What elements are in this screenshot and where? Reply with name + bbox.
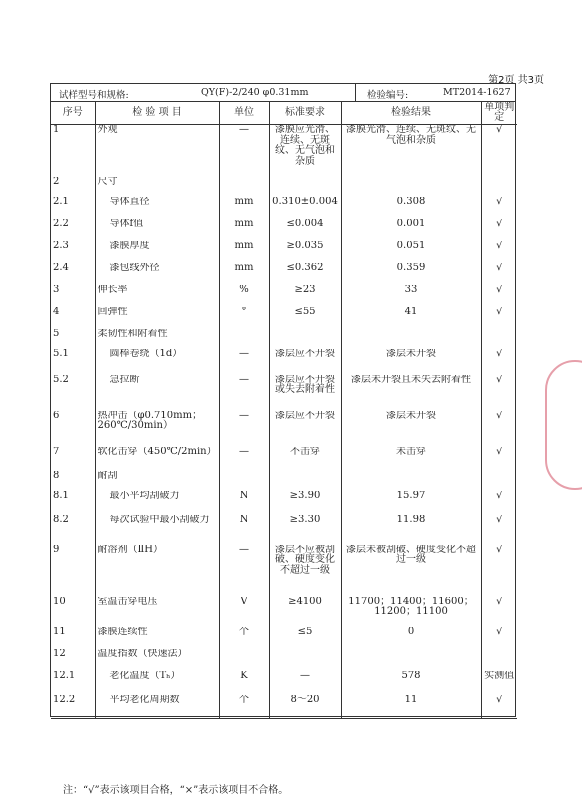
- row-unit: N: [219, 491, 269, 515]
- row-item: 温度指数（快速法）: [95, 649, 219, 671]
- table-row: [51, 177, 517, 197]
- row-item: 尺寸: [95, 177, 219, 197]
- table-row: [51, 471, 517, 491]
- row-item: 漆膜厚度: [95, 241, 219, 263]
- row-result: 11: [341, 695, 481, 719]
- table-row: [51, 515, 517, 545]
- row-result: 0.001: [341, 219, 481, 241]
- row-judgement: √: [481, 597, 517, 627]
- row-seq: 9: [53, 544, 60, 555]
- header-requirement: 标准要求: [269, 102, 341, 125]
- row-unit: mm: [219, 219, 269, 241]
- row-result: 11.98: [341, 515, 481, 545]
- row-result: 漆层未开裂: [341, 349, 481, 375]
- row-requirement: [269, 471, 341, 491]
- row-seq: 2.4: [53, 262, 69, 273]
- row-requirement: 漆层应不开裂或失去附着性: [269, 375, 341, 411]
- model-value: QY(F)-2/240 φ0.31mm: [201, 87, 309, 98]
- table-row: [51, 695, 517, 719]
- row-judgement: √: [481, 491, 517, 515]
- row-result: 未击穿: [341, 447, 481, 471]
- row-unit: K: [219, 671, 269, 695]
- table-row: [51, 597, 517, 627]
- row-result: 0.359: [341, 263, 481, 285]
- row-requirement: ≥0.035: [269, 241, 341, 263]
- row-seq: 3: [53, 284, 60, 295]
- header-unit: 单位: [219, 102, 269, 125]
- row-requirement: ≤0.362: [269, 263, 341, 285]
- row-unit: [219, 649, 269, 671]
- row-unit: °: [219, 307, 269, 329]
- row-result: 漆层未被刮破、硬度变化不超过一级: [341, 545, 481, 597]
- row-seq: 7: [53, 446, 60, 457]
- row-seq: 2: [53, 176, 60, 187]
- row-judgement: [481, 471, 517, 491]
- row-result: 33: [341, 285, 481, 307]
- table-row: [51, 329, 517, 349]
- row-requirement: 漆膜应光滑、连续、无斑纹、无气泡和杂质: [269, 125, 341, 177]
- row-result: [341, 649, 481, 671]
- row-judgement: √: [481, 695, 517, 719]
- model-label: 试样型号和规格:: [59, 90, 129, 101]
- table-row: [51, 491, 517, 515]
- row-judgement: 实测值: [481, 671, 517, 695]
- row-seq: 10: [53, 596, 66, 607]
- row-seq: 8.1: [53, 490, 69, 501]
- row-seq: 1: [53, 124, 60, 135]
- row-judgement: √: [481, 219, 517, 241]
- row-seq: 2.3: [53, 240, 69, 251]
- row-requirement: ≥4100: [269, 597, 341, 627]
- row-requirement: ≤5: [269, 627, 341, 649]
- row-item: 外观: [95, 125, 219, 177]
- row-seq: 8.2: [53, 514, 69, 525]
- row-requirement: 漆层不应被刮破、硬度变化不超过一级: [269, 545, 341, 597]
- row-result: 578: [341, 671, 481, 695]
- row-seq: 11: [53, 626, 66, 637]
- table-row: [51, 627, 517, 649]
- row-unit: V: [219, 597, 269, 627]
- row-requirement: [269, 649, 341, 671]
- row-unit: %: [219, 285, 269, 307]
- row-unit: —: [219, 545, 269, 597]
- row-requirement: ≤0.004: [269, 219, 341, 241]
- row-judgement: √: [481, 197, 517, 219]
- row-item: 最小平均刮破力: [95, 491, 219, 515]
- row-item: 耐溶剂（ⅡH）: [95, 545, 219, 597]
- footnote: 注：“√”表示该项目合格，“×”表示该项目不合格。: [63, 785, 289, 796]
- row-item: 老化温度（Tₕ）: [95, 671, 219, 695]
- table-row: [51, 375, 517, 411]
- row-requirement: 不击穿: [269, 447, 341, 471]
- header-judgement: 单项判定: [481, 102, 517, 125]
- row-judgement: √: [481, 545, 517, 597]
- row-item: 软化击穿（450℃/2min）: [95, 447, 219, 471]
- table-row: [51, 285, 517, 307]
- row-result: 漆膜光滑、连续、无斑纹、无气泡和杂质: [341, 125, 481, 177]
- row-item: 平均老化周期数: [95, 695, 219, 719]
- table-row: [51, 307, 517, 329]
- row-unit: mm: [219, 241, 269, 263]
- row-unit: —: [219, 349, 269, 375]
- row-unit: 个: [219, 627, 269, 649]
- table-row: [51, 241, 517, 263]
- row-seq: 2.1: [53, 196, 69, 207]
- row-seq: 6: [53, 410, 60, 421]
- row-unit: —: [219, 375, 269, 411]
- table-row: [51, 197, 517, 219]
- row-result: [341, 329, 481, 349]
- row-seq: 5: [53, 328, 60, 339]
- row-seq: 5.1: [53, 348, 69, 359]
- row-result: [341, 177, 481, 197]
- table-row: [51, 649, 517, 671]
- row-item: 室温击穿电压: [95, 597, 219, 627]
- row-judgement: √: [481, 515, 517, 545]
- results-table: [51, 102, 517, 719]
- row-item: 圆棒卷绕（1d）: [95, 349, 219, 375]
- table-row: [51, 411, 517, 447]
- header-seq: 序号: [51, 102, 95, 125]
- sample-info-bar: [51, 84, 515, 102]
- row-requirement: ≥3.90: [269, 491, 341, 515]
- table-row: [51, 125, 517, 177]
- row-judgement: √: [481, 307, 517, 329]
- row-unit: [219, 177, 269, 197]
- row-unit: —: [219, 447, 269, 471]
- header-result: 检验结果: [341, 102, 481, 125]
- table-row: [51, 671, 517, 695]
- row-unit: mm: [219, 263, 269, 285]
- row-unit: N: [219, 515, 269, 545]
- row-judgement: √: [481, 375, 517, 411]
- row-judgement: √: [481, 447, 517, 471]
- table-row: [51, 447, 517, 471]
- seal-stamp: [545, 360, 582, 490]
- row-requirement: 漆层应不开裂: [269, 411, 341, 447]
- row-result: 0.308: [341, 197, 481, 219]
- row-judgement: √: [481, 285, 517, 307]
- row-requirement: ≥3.30: [269, 515, 341, 545]
- table-header-row: [51, 102, 517, 125]
- row-judgement: [481, 649, 517, 671]
- row-unit: mm: [219, 197, 269, 219]
- row-judgement: √: [481, 263, 517, 285]
- row-unit: —: [219, 125, 269, 177]
- row-item: 热冲击（φ0.710mm；260℃/30min）: [95, 411, 219, 447]
- page-number: 第2页 共3页: [488, 75, 544, 86]
- row-item: 柔韧性和附着性: [95, 329, 219, 349]
- row-item: 伸长率: [95, 285, 219, 307]
- row-requirement: ≤55: [269, 307, 341, 329]
- row-item: 导体直径: [95, 197, 219, 219]
- row-result: 41: [341, 307, 481, 329]
- row-judgement: √: [481, 241, 517, 263]
- row-requirement: 0.310±0.004: [269, 197, 341, 219]
- row-result: [341, 471, 481, 491]
- row-seq: 12.1: [53, 670, 76, 681]
- row-requirement: [269, 177, 341, 197]
- row-result: 0: [341, 627, 481, 649]
- row-item: 导体f值: [95, 219, 219, 241]
- row-seq: 4: [53, 306, 60, 317]
- row-requirement: [269, 329, 341, 349]
- row-result: 0.051: [341, 241, 481, 263]
- report-number-label: 检验编号:: [367, 90, 409, 101]
- row-item: 漆包线外径: [95, 263, 219, 285]
- row-requirement: —: [269, 671, 341, 695]
- row-seq: 8: [53, 470, 60, 481]
- row-seq: 5.2: [53, 374, 69, 385]
- table-row: [51, 545, 517, 597]
- inspection-sheet: [50, 83, 516, 796]
- report-number-value: MT2014-1627: [443, 87, 511, 98]
- row-judgement: [481, 177, 517, 197]
- row-seq: 2.2: [53, 218, 69, 229]
- row-requirement: 8～20: [269, 695, 341, 719]
- table-row: [51, 263, 517, 285]
- table-row: [51, 219, 517, 241]
- row-judgement: √: [481, 125, 517, 177]
- row-judgement: [481, 329, 517, 349]
- row-result: 漆层未开裂: [341, 411, 481, 447]
- row-judgement: √: [481, 411, 517, 447]
- row-item: 漆膜连续性: [95, 627, 219, 649]
- row-item: 回弹性: [95, 307, 219, 329]
- row-seq: 12.2: [51, 695, 95, 719]
- row-requirement: 漆层应不开裂: [269, 349, 341, 375]
- row-item: 耐刮: [95, 471, 219, 491]
- row-item: 急拉断: [95, 375, 219, 411]
- row-unit: —: [219, 411, 269, 447]
- row-seq: 12: [53, 648, 66, 659]
- row-result: 11700；11400；11600；11200；11100: [341, 597, 481, 627]
- row-requirement: ≥23: [269, 285, 341, 307]
- table-row: [51, 349, 517, 375]
- row-result: 15.97: [341, 491, 481, 515]
- row-result: 漆层未开裂且未失去附着性: [341, 375, 481, 411]
- row-unit: [219, 471, 269, 491]
- header-item: 检 验 项 目: [95, 102, 219, 125]
- row-item: 每次试验中最小刮破力: [95, 515, 219, 545]
- row-judgement: √: [481, 627, 517, 649]
- row-unit: [219, 329, 269, 349]
- row-judgement: √: [481, 349, 517, 375]
- row-unit: 个: [219, 695, 269, 719]
